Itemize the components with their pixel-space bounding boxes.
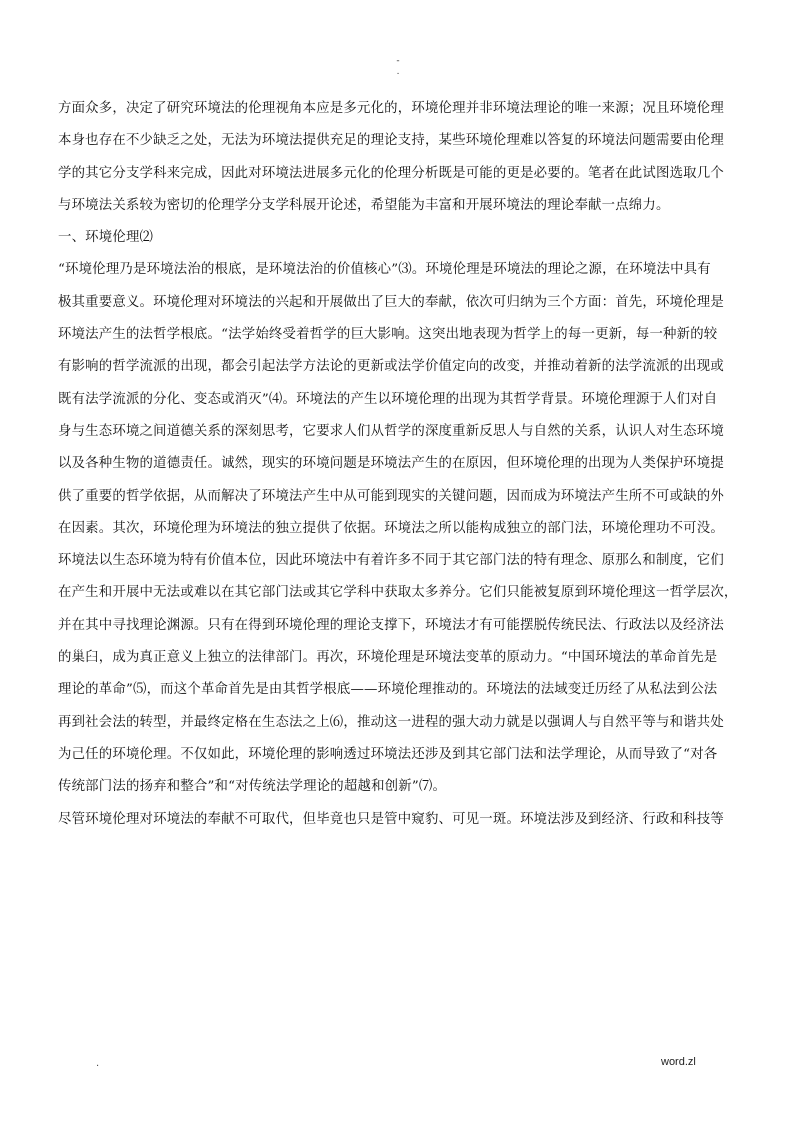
text-line: 再到社会法的转型，并最终定格在生态法之上⑹，推动这一进程的强大动力就是以强调人与自然平等与和谐共处 — [58, 714, 724, 730]
footer-brand: word.zl — [661, 1056, 696, 1068]
header-mark-dot: . — [396, 67, 400, 77]
text-line: 极其重要意义。环境伦理对环境法的兴起和开展做出了巨大的奉献，依次可归纳为三个方面：首先，环境伦理是 — [58, 294, 724, 310]
text-line: 为己任的环境伦理。不仅如此，环境伦理的影响透过环境法还涉及到其它部门法和法学理论，从而导致了“对各 — [58, 746, 718, 762]
text-line: 理论的革命”⑸，而这个革命首先是由其哲学根底——环境伦理推动的。环境法的法域变迁历经了从私法到公法 — [58, 682, 718, 698]
text-line: 环境法产生的法哲学根底。“法学始终受着哲学的巨大影响。这突出地表现为哲学上的每一更新，每一种新的较 — [58, 327, 718, 343]
text-line: 传统部门法的扬弃和整合”和“对传统法学理论的超越和创新”⑺。 — [58, 779, 447, 795]
text-line: 有影响的哲学流派的出现，都会引起法学方法论的更新或法学价值定向的改变，并推动着新的法学流派的出现或 — [58, 359, 724, 375]
text-line: 供了重要的哲学依据，从而解决了环境法产生中从可能到现实的关键问题，因而成为环境法产生所不可或缺的外 — [58, 488, 724, 504]
header-marks — [392, 56, 404, 78]
text-line: 在因素。其次，环境伦理为环境法的独立提供了依据。环境法之所以能构成独立的部门法，环境伦理功不可没。 — [58, 520, 724, 536]
document-body — [58, 93, 746, 836]
text-line: 本身也存在不少缺乏之处，无法为环境法提供充足的理论支持，某些环境伦理难以答复的环境法问题需要由伦理 — [58, 133, 724, 149]
section-heading: 一、环境伦理⑵ — [58, 230, 154, 246]
footer-dot: . — [96, 1058, 100, 1069]
text-line: 尽管环境伦理对环境法的奉献不可取代，但毕竟也只是管中窥豹、可见一斑。环境法涉及到经济、行政和科技等 — [58, 811, 724, 827]
text-line: 学的其它分支学科来完成，因此对环境法进展多元化的伦理分析既是可能的更是必要的。笔者在此试图选取几个 — [58, 165, 724, 181]
text-line: 与环境法关系较为密切的伦理学分支学科展开论述，希望能为丰富和开展环境法的理论奉献一点绵力。 — [58, 197, 670, 213]
text-line: 以及各种生物的道德责任。诚然，现实的环境问题是环境法产生的在原因，但环境伦理的出现为人类保护环境提 — [58, 456, 724, 472]
text-line: 在产生和开展中无法或难以在其它部门法或其它学科中获取太多养分。它们只能被复原到环境伦理这一哲学层次， — [58, 585, 738, 601]
text-line: 并在其中寻找理论渊源。只有在得到环境伦理的理论支撑下，环境法才有可能摆脱传统民法、行政法以及经济法 — [58, 617, 724, 633]
text-line: 的巢臼，成为真正意义上独立的法律部门。再次，环境伦理是环境法变革的原动力。“中国环境法的革命首先是 — [58, 650, 718, 666]
text-line: 身与生态环境之间道德关系的深刻思考，它要求人们从哲学的深度重新反思人与自然的关系，认识人对生态环境 — [58, 423, 724, 439]
text-line: “环境伦理乃是环境法治的根底，是环境法治的价值核心”⑶。环境伦理是环境法的理论之源，在环境法中具有 — [58, 262, 711, 278]
text-line: 环境法以生态环境为特有价值本位，因此环境法中有着许多不同于其它部门法的特有理念、原那么和制度，它们 — [58, 553, 724, 569]
header-mark-dash: - — [396, 56, 400, 66]
text-line: 既有法学流派的分化、变态或消灭”⑷。环境法的产生以环境伦理的出现为其哲学背景。环境伦理源于人们对自 — [58, 391, 718, 407]
text-line: 方面众多，决定了研究环境法的伦理视角本应是多元化的，环境伦理并非环境法理论的唯一来源；况且环境伦理 — [58, 101, 724, 116]
